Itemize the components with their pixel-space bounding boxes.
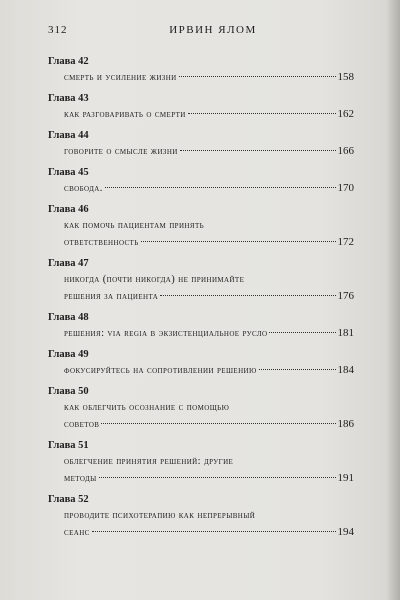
- dot-leader: [188, 113, 336, 114]
- page-header: [48, 24, 378, 40]
- chapter-title-line: решения за пациента: [64, 291, 159, 302]
- chapter-title-line: смерть и усиление жизни: [64, 72, 177, 83]
- chapter-title-line: решения: via regia в экзистенциальное русло: [64, 328, 268, 339]
- chapter-title: [64, 271, 354, 305]
- chapter-label: Глава 43: [48, 93, 89, 104]
- chapter-label: Глава 47: [48, 258, 89, 269]
- chapter-title-last-line: [64, 143, 354, 160]
- chapter-title-line: фокусируйтесь на сопротивлении решению: [64, 365, 257, 376]
- chapter-title-line: никогда (почти никогда) не принимайте: [64, 274, 245, 285]
- dot-leader: [259, 369, 336, 370]
- chapter-label: Глава 48: [48, 312, 89, 323]
- chapter-title-last-line: [64, 180, 354, 197]
- toc-entry: [48, 348, 354, 379]
- chapter-title: [64, 399, 354, 433]
- chapter-title: [64, 180, 354, 197]
- toc-entry: [48, 203, 354, 251]
- chapter-title-line: ответственность: [64, 237, 139, 248]
- chapter-title: [64, 362, 354, 379]
- chapter-label: Глава 46: [48, 204, 89, 215]
- chapter-title-last-line: [64, 416, 354, 433]
- table-of-contents: [48, 55, 354, 547]
- toc-page-number: 166: [337, 145, 354, 157]
- chapter-title: [64, 507, 354, 541]
- chapter-title: [64, 69, 354, 86]
- dot-leader: [99, 477, 336, 478]
- chapter-label: Глава 42: [48, 56, 89, 67]
- page-spine-shadow: [386, 0, 400, 600]
- toc-page-number: 162: [337, 108, 354, 120]
- chapter-title-last-line: [64, 288, 354, 305]
- chapter-title-last-line: [64, 524, 354, 541]
- dot-leader: [180, 150, 336, 151]
- chapter-label: Глава 52: [48, 494, 89, 505]
- chapter-title-line: методы: [64, 473, 97, 484]
- chapter-title-last-line: [64, 234, 354, 251]
- toc-entry: [48, 92, 354, 123]
- chapter-title: [64, 217, 354, 251]
- toc-entry: [48, 439, 354, 487]
- toc-page-number: 191: [337, 472, 354, 484]
- running-head: ИРВИН ЯЛОМ: [169, 24, 257, 36]
- toc-page-number: 184: [337, 364, 354, 376]
- toc-entry: [48, 385, 354, 433]
- dot-leader: [160, 295, 335, 296]
- dot-leader: [141, 241, 336, 242]
- toc-page-number: 176: [337, 290, 354, 302]
- chapter-title-last-line: [64, 470, 354, 487]
- chapter-title-line: как облегчить осознание с помощью: [64, 402, 230, 413]
- chapter-title-last-line: [64, 325, 354, 342]
- chapter-title: [64, 143, 354, 160]
- dot-leader: [179, 76, 336, 77]
- dot-leader: [92, 531, 336, 532]
- toc-entry: [48, 257, 354, 305]
- chapter-label: Глава 50: [48, 386, 89, 397]
- toc-page-number: 186: [337, 418, 354, 430]
- toc-entry: [48, 55, 354, 86]
- chapter-title-line: как помочь пациентам принять: [64, 220, 205, 231]
- chapter-label: Глава 45: [48, 167, 89, 178]
- toc-entry: [48, 493, 354, 541]
- chapter-title-line: облегчение принятия решений: другие: [64, 456, 234, 467]
- chapter-title: [64, 453, 354, 487]
- chapter-title-last-line: [64, 106, 354, 123]
- chapter-title-line: говорите о смысле жизни: [64, 146, 178, 157]
- toc-page-number: 172: [337, 236, 354, 248]
- chapter-title-last-line: [64, 362, 354, 379]
- chapter-title-line: проводите психотерапию как непрерывный: [64, 510, 256, 521]
- toc-page-number: 194: [337, 526, 354, 538]
- chapter-title-last-line: [64, 69, 354, 86]
- chapter-label: Глава 49: [48, 349, 89, 360]
- dot-leader: [269, 332, 335, 333]
- dot-leader: [105, 187, 336, 188]
- chapter-title-line: свобода.: [64, 183, 103, 194]
- toc-entry: [48, 311, 354, 342]
- toc-page-number: 181: [337, 327, 354, 339]
- page-number: 312: [48, 24, 68, 36]
- chapter-label: Глава 44: [48, 130, 89, 141]
- toc-entry: [48, 166, 354, 197]
- toc-page-number: 170: [337, 182, 354, 194]
- chapter-title-line: советов: [64, 419, 100, 430]
- chapter-label: Глава 51: [48, 440, 89, 451]
- toc-page-number: 158: [337, 71, 354, 83]
- toc-entry: [48, 129, 354, 160]
- chapter-title: [64, 325, 354, 342]
- chapter-title-line: сеанс: [64, 527, 90, 538]
- chapter-title-line: как разговаривать о смерти: [64, 109, 186, 120]
- dot-leader: [101, 423, 335, 424]
- chapter-title: [64, 106, 354, 123]
